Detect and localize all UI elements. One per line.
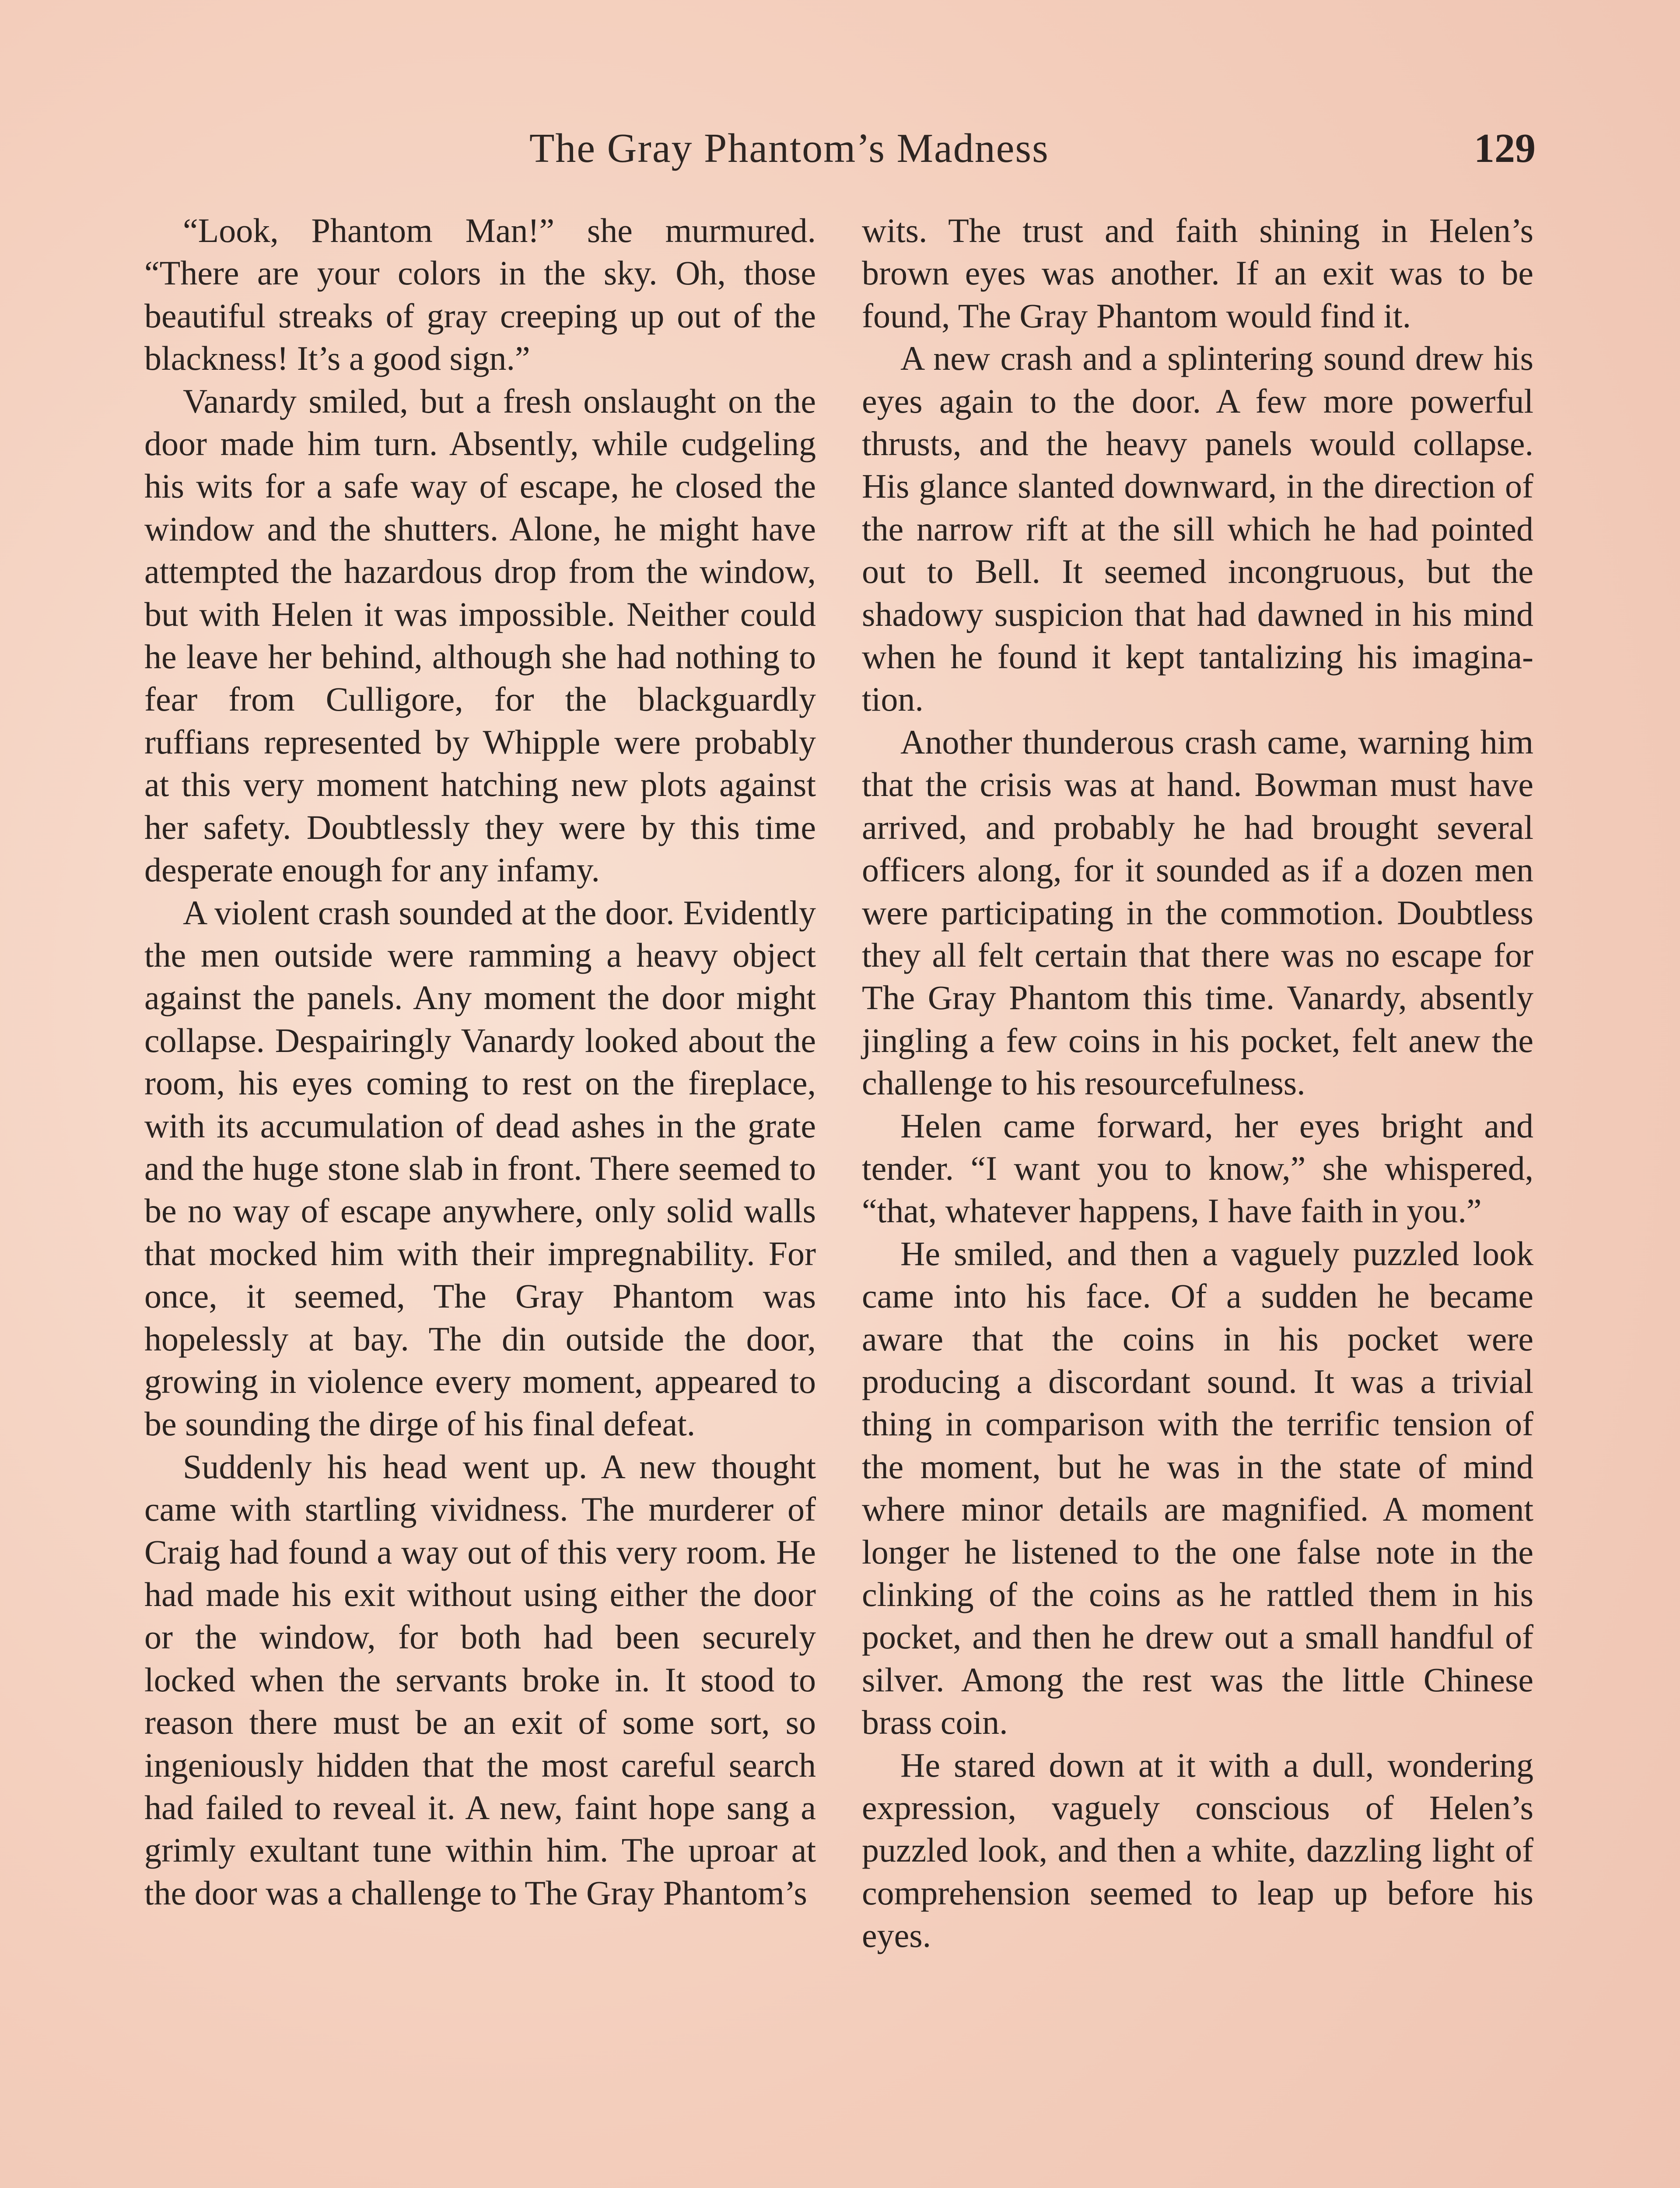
paragraph: Another thunderous crash came, warning him that the crisis was at hand. Bowman must have arrived, and probably he had brought several officers along, for it sounded as if a dozen men were participating in the commotion. Doubtless they all felt certain that there was no escape for The Gray Phantom this time. Vanardy, absently jingling a few coins in his pocket, felt anew the challenge to his resourcefulness.	[862, 722, 1533, 1102]
right-column	[862, 209, 1533, 1957]
paragraph: Suddenly his head went up. A new thought came with startling vividness. The murderer of Craig had found a way out of this very room. He had made his exit without using either the door or the window, for both had been securely locked when the servants broke in. It stood to reason there must be an exit of some sort, so ingeniously hidden that the most careful search had failed to reveal it. A new, faint hope sang a grimly exultant tune within him. The uproar at the door was a challenge to The Gray Phantom’s	[144, 1447, 816, 1912]
paragraph: wits. The trust and faith shining in Helen’s brown eyes was another. If an exit was to be found, The Gray Phantom would find it.	[862, 211, 1533, 335]
left-column	[144, 209, 816, 1914]
running-title: The Gray Phantom’s Madness	[529, 126, 1049, 171]
paragraph: Vanardy smiled, but a fresh onslaught on the door made him turn. Absently, while cudgeling his wits for a safe way of escape, he closed the window and the shutters. Alone, he might have attempted the hazardous drop from the window, but with Helen it was impossible. Neither could he leave her behind, although she had nothing to fear from Culligore, for the blackguardly ruffians represented by Whipple were probably at this very moment hatching new plots against her safety. Doubtlessly they were by this time desperate enough for any infamy.	[144, 382, 816, 889]
paragraph: Helen came forward, her eyes bright and tender. “I want you to know,” she whispered, “that, whatever happens, I have faith in you.”	[862, 1106, 1533, 1230]
paragraph: He smiled, and then a vaguely puzzled look came into his face. Of a sudden he became aware that the coins in his pocket were producing a discordant sound. It was a trivial thing in comparison with the terrific tension of the moment, but he was in the state of mind where minor details are magnified. A moment longer he listened to the one false note in the clinking of the coins as he rattled them in his pocket, and then he drew out a small handful of silver. Among the rest was the little Chinese brass coin.	[862, 1234, 1533, 1742]
paragraph: A new crash and a splintering sound drew his eyes again to the door. A few more powerful thrusts, and the heavy panels would collapse. His glance slanted downward, in the direction of the narrow rift at the sill which he had pointed out to Bell. It seemed incongruous, but the shadowy suspicion that had dawned in his mind when he found it kept tantalizing his imagination.	[862, 339, 1533, 719]
paragraph: He stared down at it with a dull, wondering expression, vaguely conscious of Helen’s puzzled look, and then a white, dazzling light of comprehension seemed to leap up before his eyes.	[862, 1746, 1533, 1955]
page-number: 129	[1474, 126, 1536, 171]
paragraph: “Look, Phantom Man!” she murmured. “There are your colors in the sky. Oh, those beautiful streaks of gray creeping up out of the blackness! It’s a good sign.”	[144, 211, 816, 378]
paragraph: A violent crash sounded at the door. Evidently the men outside were ramming a heavy object against the panels. Any moment the door might collapse. Despairingly Vanardy looked about the room, his eyes coming to rest on the fireplace, with its accumulation of dead ashes in the grate and the huge stone slab in front. There seemed to be no way of escape anywhere, only solid walls that mocked him with their impregnability. For once, it seemed, The Gray Phantom was hopelessly at bay. The din outside the door, growing in violence every moment, appeared to be sounding the dirge of his final defeat.	[144, 893, 816, 1443]
page-header	[144, 125, 1536, 190]
